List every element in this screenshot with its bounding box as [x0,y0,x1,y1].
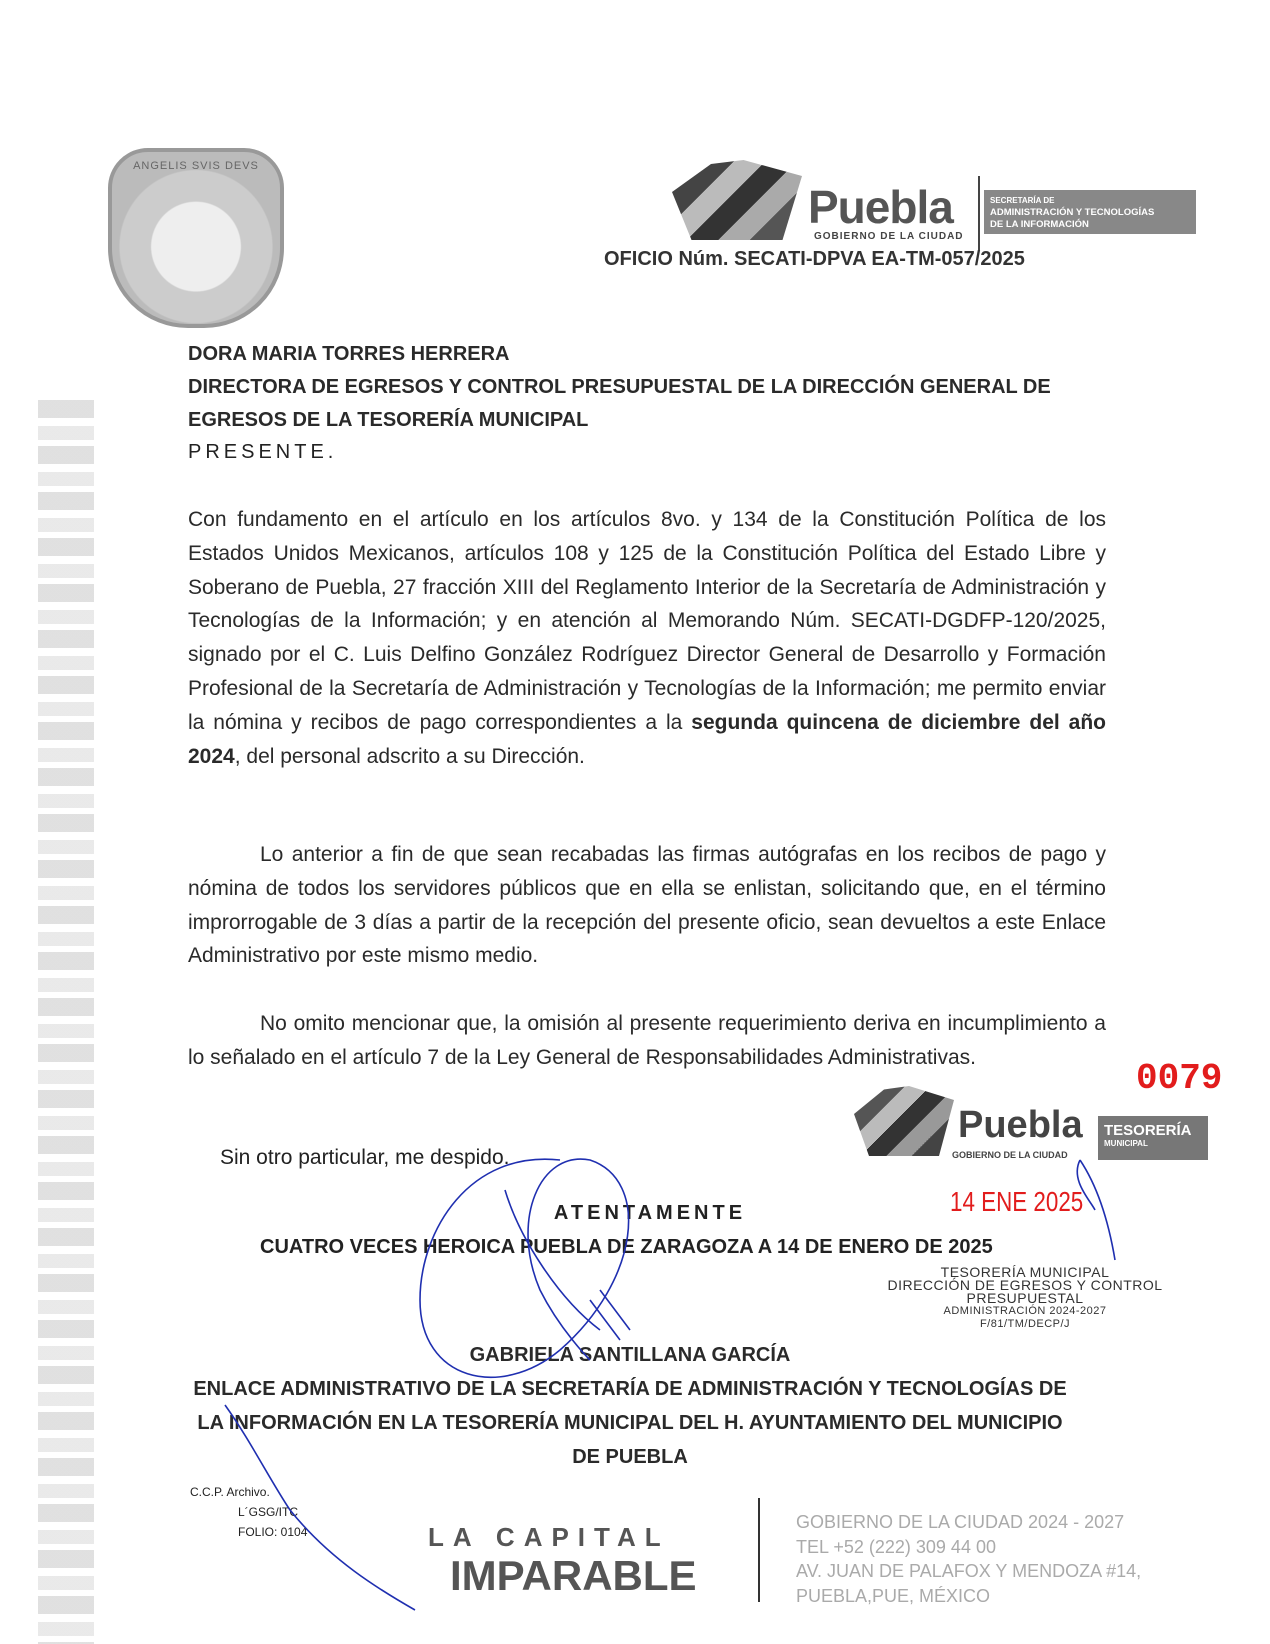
brand-subtitle: GOBIERNO DE LA CIUDAD [814,231,964,242]
ccp-line: FOLIO: 0104 [238,1525,308,1539]
secretaria-line: DE LA INFORMACIÓN [990,219,1089,230]
stamp-line: ADMINISTRACIÓN 2024-2027 [943,1305,1107,1317]
place-date: CUATRO VECES HEROICA PUEBLA DE ZARAGOZA A 14 DE ENERO DE 2025 [260,1236,993,1258]
footer-contact [796,1510,1141,1608]
paragraph-2: Lo anterior a fin de que sean recabadas las firmas autógrafas en los recibos de pago y nómina de todos los servidores públicos que en ella se enlistan, solicitando que, en el término improrrogable de 3 días a partir de la recepción del presente oficio, sean devueltos a este Enlace Administrativo por este mismo medio. [188,843,1106,968]
footer-city: PUEBLA,PUE, MÉXICO [796,1585,991,1606]
ccp-line: L´GSG/ITC [238,1505,299,1519]
stamp-line: TESORERÍA MUNICIPAL [940,1264,1110,1280]
decorative-border [38,400,94,1644]
signer-title: ENLACE ADMINISTRATIVO DE LA SECRETARÍA DE ADMINISTRACIÓN Y TECNOLOGÍAS DE LA INFORMACIÓN EN LA TESORERÍA MUNICIPAL DEL H. AYUNTAMIENTO DEL MUNICIPIO DE PUEBLA [193,1378,1067,1468]
paragraph-1 [188,503,1106,773]
secretaria-line: ADMINISTRACIÓN Y TECNOLOGÍAS [990,207,1155,218]
slogan-bottom: IMPARABLE [450,1552,697,1599]
ccp [190,1482,307,1542]
reception-stamp [880,1266,1170,1331]
stamp-brand-sub: GOBIERNO DE LA CIUDAD [952,1150,1068,1160]
addressee-title: DIRECTORA DE EGRESOS Y CONTROL PRESUPUESTAL DE LA DIRECCIÓN GENERAL DE EGRESOS DE LA TESORERÍA MUNICIPAL [188,376,1051,431]
tesoreria-box [1098,1116,1208,1160]
oficio-number: OFICIO Núm. SECATI-DPVA EA-TM-057/2025 [604,248,1025,270]
secretaria-box [984,190,1196,234]
box-sub: MUNICIPAL [1104,1139,1148,1148]
puebla-logo-icon [672,160,802,240]
p1-bold: segunda quincena de diciembre del año 2024 [188,710,1107,768]
addressee [188,338,1088,437]
brand-name: Puebla [808,181,953,233]
tesoreria-logo-icon [854,1086,954,1156]
atentamente: ATENTAMENTE [553,1202,747,1224]
seal-text: ANGELIS SVIS DEVS [133,160,259,172]
city-seal [108,148,284,328]
closing: Sin otro particular, me despido. [220,1146,510,1169]
divider [978,176,980,250]
slogan-top: LA CAPITAL [428,1522,670,1552]
p1-end: , del personal adscrito a su Dirección. [234,744,585,768]
stamp-line: PRESUPUESTAL [966,1290,1084,1306]
addressee-name: DORA MARIA TORRES HERRERA [188,343,510,365]
stamp-brand: Puebla [958,1104,1083,1146]
footer-divider [758,1498,760,1602]
box-title: TESORERÍA [1104,1122,1192,1139]
secretaria-line: SECRETARÍA DE [990,196,1055,205]
paragraph-3: No omito mencionar que, la omisión al presente requerimiento deriva en incumplimiento a lo señalado en el artículo 7 de la Ley General de Responsabilidades Administrativas. [188,1012,1106,1069]
presente: PRESENTE. [188,441,338,463]
signer-name: GABRIELA SANTILLANA GARCÍA [469,1344,791,1366]
stamp-line: DIRECCIÓN DE EGRESOS Y CONTROL [887,1277,1163,1293]
footer-address: AV. JUAN DE PALAFOX Y MENDOZA #14, [796,1561,1142,1581]
signer [190,1338,1070,1474]
p1-text: Con fundamento en el artículo en los artículos 8vo. y 134 de la Constitución Política de los Estados Unidos Mexicanos, artículos 108 y 125 de la Constitución Política del Estado Libre y Soberano de Puebla, 27 fracción XIII del Reglamento Interior de la Secretaría de Administración y Tecnologías de la Información; y en atención al Memorando Núm. SECATI-DGDFP-120/2025, signado por el C. Luis Delfino González Rodríguez Director General de Desarrollo y Formación Profesional de la Secretaría de Administración y Tecnologías de la Información; me permito enviar la nómina y recibos de pago correspondientes a la [188,508,1106,734]
folio-number: 0079 [1136,1058,1223,1099]
footer-gov: GOBIERNO DE LA CIUDAD 2024 - 2027 [796,1512,1125,1532]
ccp-line: C.C.P. Archivo. [190,1485,270,1499]
received-date-stamp: 14 ENE 2025 [950,1186,1084,1217]
footer-tel: TEL +52 (222) 309 44 00 [796,1536,996,1557]
stamp-line: F/81/TM/DECP/J [979,1318,1071,1330]
